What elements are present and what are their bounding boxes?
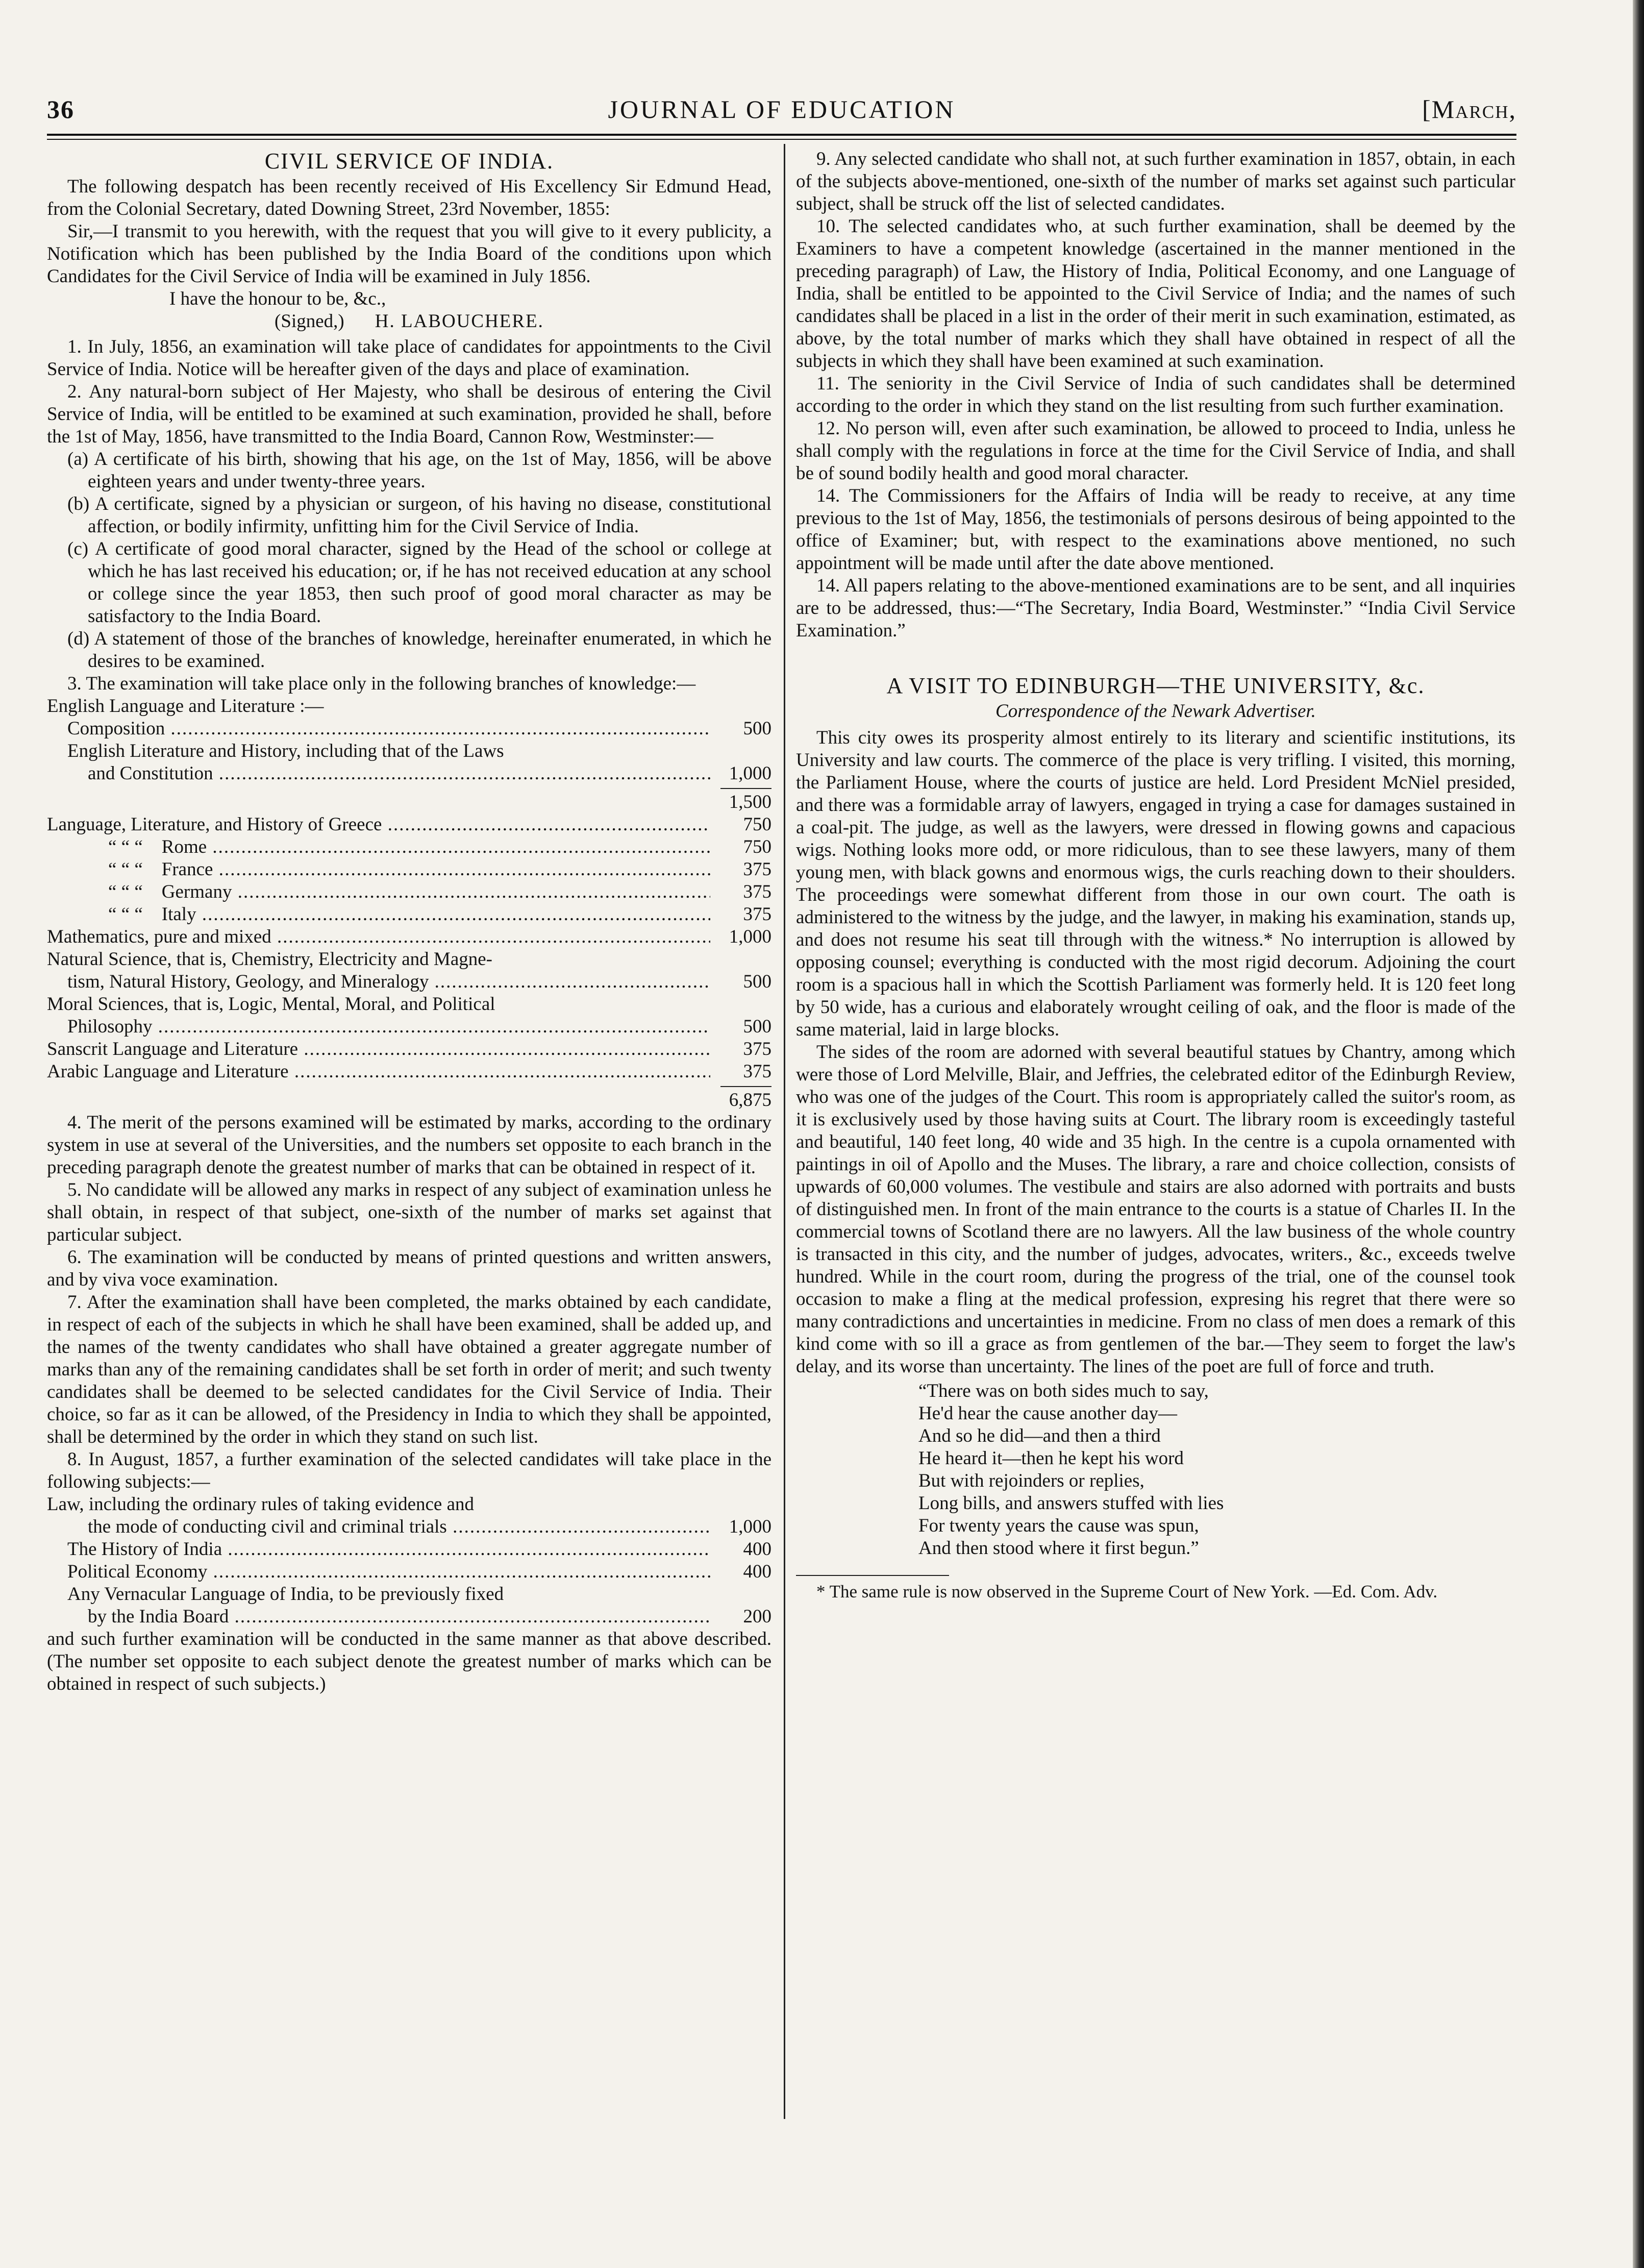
letter-paragraph: Sir,—I transmit to you herewith, with the request that you will give to it every publicity, a Notification which has been published by the India Board of the conditions upon which Candidates for the Civil Service of India will be examined in July 1856. bbox=[47, 221, 771, 287]
article-title-edinburgh: A VISIT TO EDINBURGH—THE UNIVERSITY, &c. bbox=[886, 673, 1425, 698]
paragraph-6: 6. The examination will be conducted by means of printed questions and written answers, and by viva voce examination. bbox=[47, 1247, 771, 1290]
article-subtitle: Correspondence of the Newark Advertiser. bbox=[995, 701, 1316, 722]
branches-table bbox=[47, 695, 771, 1112]
page-header bbox=[47, 94, 1516, 130]
edinburgh-paragraph-1: This city owes its prosperity almost entirely to its literary and scientific institutions, its University and law courts. The commerce of the place is very trifling. I visited, this morning, the Parliament House, where the courts of justice are held. Lord President McNiel presided, and there was a formidable array of lawyers, engaged in trying a case for damages sustained in a coal-pit. The judge, as well as the lawyers, were dressed in flowing gowns and capacious wigs. Nothing looks more odd, or more ridiculous, than to see these lawyers, many of them young men, with black gowns and enormous wigs, the curls reaching down to their shoulders. The proceedings were somewhat different from those in our own court. The oath is administered to the witness by the judge, and the lawyer, in making his examination, stands up, and does not resume his seat till through with the witness.* No interruption is allowed by opposing counsel; everything is conducted with the most rigid decorum. Adjoining the court room is a spacious hall in which the Scottish Parliament was formerly held. It is 120 feet long by 50 wide, has a curious and elaborately wrought ceiling of oak, and the floor is made of the same material, laid in large blocks. bbox=[796, 727, 1515, 1040]
table-row: Political Economy ..... 400 bbox=[47, 1561, 771, 1583]
table-row: English Language and Literature :— bbox=[47, 696, 324, 717]
table-row: English Literature and History, including that of the Laws bbox=[67, 741, 504, 761]
paragraph-2b: (b) A certificate, signed by a physician or surgeon, of his having no disease, constitutional affection, or bodily infirmity, unfitting him for the Civil Service of India. bbox=[67, 494, 771, 537]
paragraph-2: 2. Any natural-born subject of Her Majesty, who shall be desirous of entering the Civil Service of India, will be entitled to be examined at such examination, provided he shall, before the 1st of May, 1856, have transmitted to the India Board, Cannon Row, Westminster:— bbox=[47, 381, 771, 447]
footnote-rule bbox=[796, 1575, 949, 1576]
scan-edge bbox=[1633, 0, 1644, 2268]
table-row: Philosophy ..... 500 bbox=[47, 1016, 771, 1038]
paragraph-10: 10. The selected candidates who, at such further examination, shall be deemed by the Examiners to have a competent knowledge (ascertained in the manner mentioned in the preceding paragraph) of Law, the History of India, Political Economy, and one Language of India, shall be entitled to be appointed to the Civil Service of India; and the names of such candidates shall be placed in a list in the order of their merit in such examination, estimated, as above, by the total number of marks which they shall have obtained in respect of all the subjects in which they shall have been examined at such examination. bbox=[796, 216, 1515, 372]
poem-line: And so he did—and then a third bbox=[918, 1425, 1161, 1446]
table-row: Moral Sciences, that is, Logic, Mental, Moral, and Political bbox=[47, 994, 495, 1015]
intro-paragraph: The following despatch has been recently received of His Excellency Sir Edmund Head, from the Colonial Secretary, dated Downing Street, 23rd November, 1855: bbox=[47, 176, 771, 219]
header-rule bbox=[47, 134, 1516, 136]
grand-total: 6,875 bbox=[729, 1090, 771, 1111]
header-rule-thin bbox=[47, 139, 1516, 140]
right-column bbox=[796, 148, 1515, 1603]
column-divider bbox=[784, 144, 785, 2119]
poem-line: For twenty years the cause was spun, bbox=[918, 1515, 1199, 1536]
poem-line: Long bills, and answers stuffed with lies bbox=[918, 1493, 1224, 1514]
footnote: * The same rule is now observed in the Supreme Court of New York. —Ed. Com. Adv. bbox=[816, 1582, 1438, 1601]
paragraph-4: 4. The merit of the persons examined will be estimated by marks, according to the ordinary system in use at several of the Universities, and the numbers set opposite to each branch in the preceding paragraph denote the greatest number of marks that can be obtained in respect of it. bbox=[47, 1112, 771, 1178]
poem-line: And then stood where it first begun.” bbox=[918, 1538, 1199, 1559]
paragraph-8-continued: and such further examination will be conducted in the same manner as that above described. (The number set opposite to each subject denote the greatest number of marks which can be obtained in respect of such subjects.) bbox=[47, 1629, 771, 1694]
signer-name: H. LABOUCHERE. bbox=[375, 311, 544, 332]
table-row: The History of India ..... 400 bbox=[47, 1538, 771, 1561]
table-row: Mathematics, pure and mixed ..... 1,000 bbox=[47, 926, 771, 948]
signature-line bbox=[47, 310, 771, 333]
poem-line: He heard it—then he kept his word bbox=[918, 1448, 1184, 1469]
table-row: “ “ “ Germany ..... 375 bbox=[47, 881, 771, 903]
poem bbox=[796, 1380, 1515, 1560]
subjects-table bbox=[47, 1493, 771, 1628]
table-row: Composition ..... 500 bbox=[47, 718, 771, 740]
paragraph-12: 12. No person will, even after such examination, be allowed to proceed to India, unless he shall comply with the regulations in force at the time for the Civil Service of India, and shall be of sound bodily health and good moral character. bbox=[796, 418, 1515, 484]
paragraph-5: 5. No candidate will be allowed any marks in respect of any subject of examination unless he shall obtain, in respect of that subject, one-sixth of the number of marks set against that particular subject. bbox=[47, 1179, 771, 1245]
table-row: and Constitution ..... 1,000 bbox=[47, 762, 771, 785]
table-row: Sanscrit Language and Literature ..... 375 bbox=[47, 1038, 771, 1061]
table-row: “ “ “ France ..... 375 bbox=[47, 858, 771, 881]
table-row: Arabic Language and Literature ..... 375 bbox=[47, 1061, 771, 1083]
paragraph-7: 7. After the examination shall have been completed, the marks obtained by each candidate, in respect of each of the subjects in which he shall have been examined, shall be added up, and the names of the twenty candidates who shall have obtained a greater aggregate number of marks than any of the remaining candidates shall be set forth in order of merit; and such twenty candidates shall be deemed to be selected candidates for the Civil Service of India. Their choice, so far as it can be allowed, of the Presidency in India to which they shall be appointed, shall be determined by the order in which they stand on such list. bbox=[47, 1292, 771, 1447]
table-row: Natural Science, that is, Chemistry, Electricity and Magne- bbox=[47, 949, 492, 970]
article-title-civil-service: CIVIL SERVICE OF INDIA. bbox=[264, 149, 554, 174]
section-spacer bbox=[796, 642, 1515, 673]
table-row: the mode of conducting civil and criminal trials ..... 1,000 bbox=[47, 1516, 771, 1538]
page-number: 36 bbox=[47, 95, 74, 124]
table-row: Language, Literature, and History of Greece ..... 750 bbox=[47, 813, 771, 836]
sum-rule bbox=[720, 788, 771, 789]
table-row: by the India Board ..... 200 bbox=[47, 1606, 771, 1628]
paragraph-11: 11. The seniority in the Civil Service of India of such candidates shall be determined according to the order in which they stand on the list resulting from such further examination. bbox=[796, 373, 1515, 416]
subtotal: 1,500 bbox=[729, 792, 771, 812]
paragraph-8: 8. In August, 1857, a further examination of the selected candidates will take place in the following subjects:— bbox=[47, 1449, 771, 1492]
paragraph-9: 9. Any selected candidate who shall not, at such further examination in 1857, obtain, in each of the subjects above-mentioned, one-sixth of the number of marks set against such particular subject, shall be struck off the list of selected candidates. bbox=[796, 149, 1515, 214]
letter-closing: I have the honour to be, &c., bbox=[169, 288, 386, 309]
paragraph-14a: 14. The Commissioners for the Affairs of India will be ready to receive, at any time previous to the 1st of May, 1856, the testimonials of persons desirous of being appointed to the office of Examiner; but, with respect to the examinations above mentioned, no such appointment will be made until after the date above mentioned. bbox=[796, 485, 1515, 574]
paragraph-2d: (d) A statement of those of the branches of knowledge, hereinafter enumerated, in which he desires to be examined. bbox=[67, 628, 771, 672]
edinburgh-paragraph-2: The sides of the room are adorned with several beautiful statues by Chantry, among which were those of Lord Melville, Blair, and Jeffries, the celebrated editor of the Edinburgh Review, who was one of the judges of the Court. This room is appropriately called the suitor's room, as it is exclusively used by those having suits at Court. The library room is exceedingly tasteful and beautiful, 140 feet long, 40 wide and 35 high. In the centre is a cupola ornamented with paintings in oil of Apollo and the Muses. The library, a rare and choice collection, consists of upwards of 60,000 volumes. The vestibule and stairs are also adorned with portraits and busts of distinguished men. In front of the main entrance to the courts is a statue of Charles II. In the commercial towns of Scotland there are no lawyers. All the law business of the whole country is transacted in this city, and the number of judges, advocates, writers., &c., exceeds twelve hundred. While in the court room, during the progress of the trial, one of the counsel took occasion to make a fling at the medical profession, expresing his regret that there were so many contradictions and uncertainties in medicine. From no class of men does a remark of this kind come with so ill a grace as from gentlemen of the bar.—They seem to forget the law's delay, and its worse than uncertainty. The lines of the poet are full of force and truth. bbox=[796, 1042, 1515, 1377]
paragraph-2a: (a) A certificate of his birth, showing that his age, on the 1st of May, 1856, will be above eighteen years and under twenty-three years. bbox=[67, 449, 771, 492]
paragraph-1: 1. In July, 1856, an examination will take place of candidates for appointments to the Civil Service of India. Notice will be hereafter given of the days and place of examination. bbox=[47, 336, 771, 380]
paragraph-2c: (c) A certificate of good moral character, signed by the Head of the school or college at which he has last received his education; or, if he has not received education at any school or college since the year 1853, then such proof of good moral character as may be satisfactory to the India Board. bbox=[67, 538, 771, 627]
header-month: [March, bbox=[1422, 95, 1516, 124]
sum-rule bbox=[720, 1086, 771, 1087]
table-row: Any Vernacular Language of India, to be previously fixed bbox=[67, 1584, 504, 1605]
table-row: Law, including the ordinary rules of taking evidence and bbox=[47, 1494, 475, 1515]
left-column bbox=[47, 148, 771, 1695]
table-row: tism, Natural History, Geology, and Mineralogy ..... 500 bbox=[47, 971, 771, 993]
table-row: “ “ “ Italy ..... 375 bbox=[47, 903, 771, 926]
signed-label: (Signed,) bbox=[275, 311, 344, 332]
poem-line: But with rejoinders or replies, bbox=[918, 1470, 1144, 1491]
paragraph-14b: 14. All papers relating to the above-mentioned examinations are to be sent, and all inquiries are to be addressed, thus:—“The Secretary, India Board, Westminster.” “India Civil Service Examination.” bbox=[796, 575, 1515, 641]
table-row: “ “ “ Rome ..... 750 bbox=[47, 836, 771, 858]
poem-line: He'd hear the cause another day— bbox=[918, 1403, 1177, 1424]
journal-title: JOURNAL OF EDUCATION bbox=[608, 95, 956, 124]
poem-line: “There was on both sides much to say, bbox=[918, 1380, 1209, 1401]
paragraph-3: 3. The examination will take place only in the following branches of knowledge:— bbox=[67, 673, 696, 694]
